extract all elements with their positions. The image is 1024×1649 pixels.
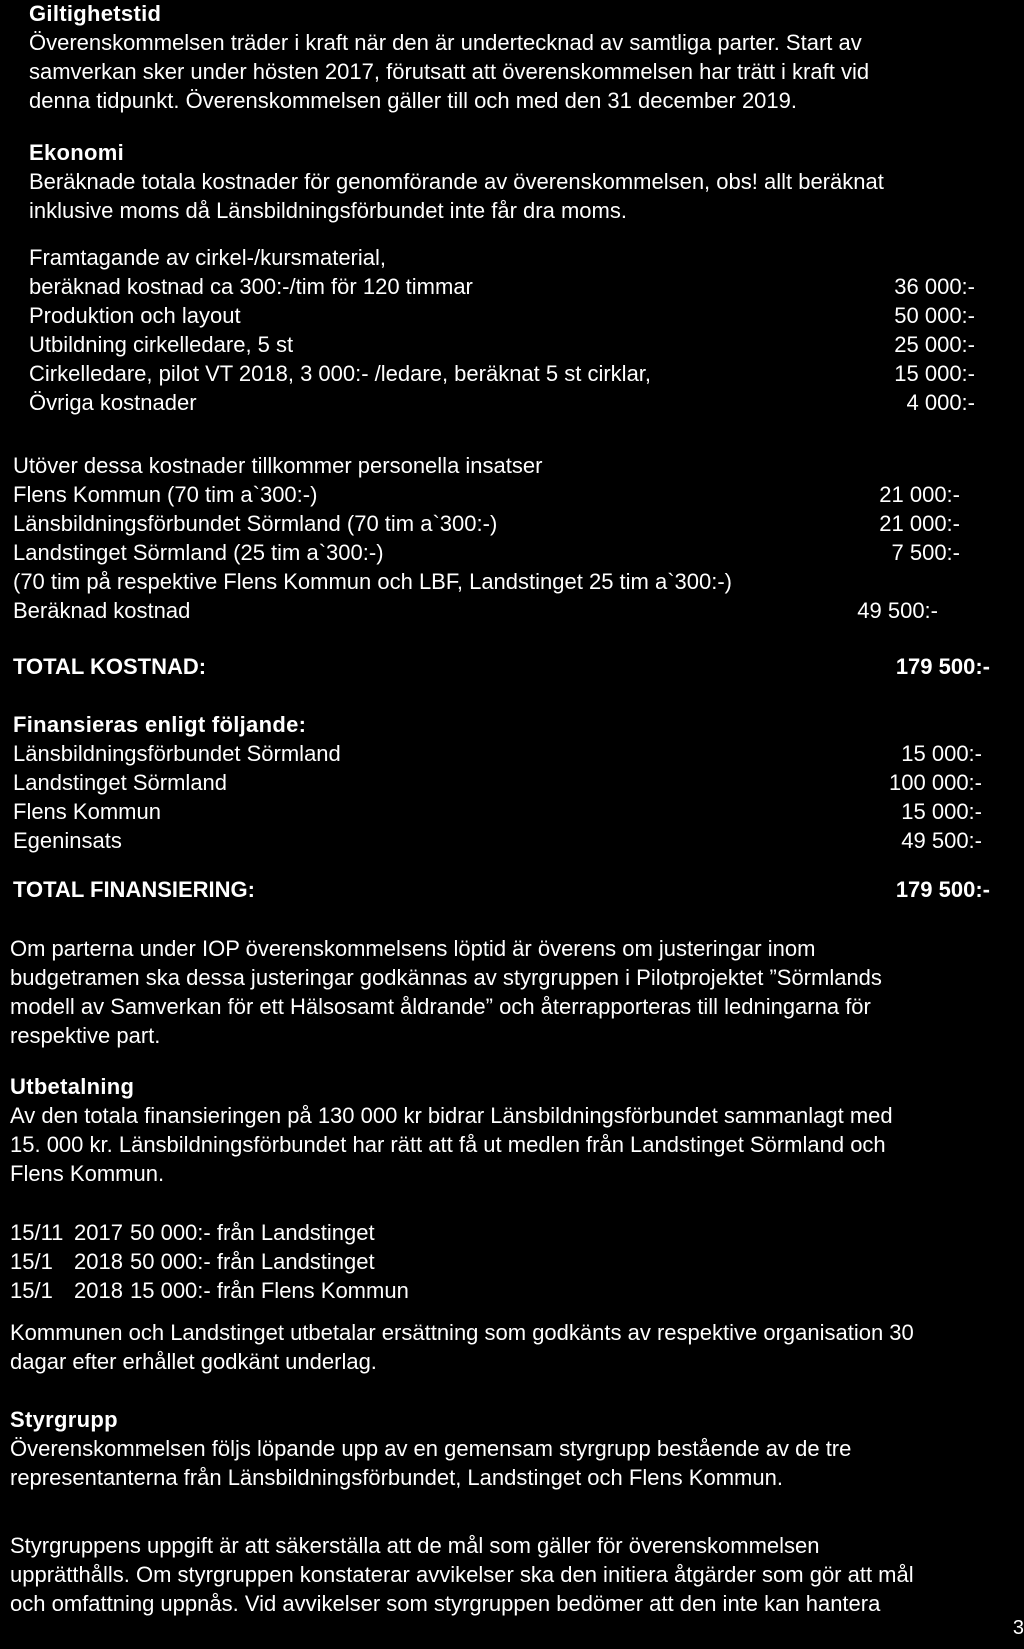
heading-utbetalning: Utbetalning xyxy=(10,1074,135,1099)
calc-label: Beräknad kostnad xyxy=(13,598,191,623)
cost-row xyxy=(29,301,1004,330)
cost-label: Utbildning cirkelledare, 5 st xyxy=(29,332,294,357)
personnel-amount: 21 000:- xyxy=(879,482,960,507)
heading-giltighetstid: Giltighetstid xyxy=(29,1,162,26)
compensation-paragraph xyxy=(10,1318,1020,1376)
personnel-row xyxy=(13,480,989,509)
personnel-row xyxy=(13,509,989,538)
payment-date: 15/1 xyxy=(10,1249,53,1274)
section-styrgrupp xyxy=(10,1405,1020,1492)
paragraph-line: samverkan sker under hösten 2017, förutsatt att överenskommelsen har trätt i kraft vid xyxy=(29,59,870,84)
cost-label: Produktion och layout xyxy=(29,303,241,328)
paragraph-line: modell av Samverkan för ett Hälsosamt åldrande” och återrapporteras till ledningarna för xyxy=(10,994,871,1019)
payment-date: 15/11 xyxy=(10,1220,64,1245)
heading-styrgrupp: Styrgrupp xyxy=(10,1407,118,1432)
total-financing xyxy=(13,875,990,904)
cost-row xyxy=(29,330,1004,359)
cost-row xyxy=(29,272,1004,301)
paragraph-line: Överenskommelsen följs löpande upp av en gemensam styrgrupp bestående av de tre xyxy=(10,1436,852,1461)
total-financing-amount: 179 500:- xyxy=(895,877,990,902)
payment-row xyxy=(10,1218,1020,1247)
financing-label: Länsbildningsförbundet Sörmland xyxy=(13,741,341,766)
cost-amount: 36 000:- xyxy=(894,274,975,299)
paragraph-line: Överenskommelsen träder i kraft när den är undertecknad av samtliga parter. Start av xyxy=(29,30,862,55)
paragraph-line: inklusive moms då Länsbildningsförbundet inte får dra moms. xyxy=(29,198,627,223)
paragraph-line: budgetramen ska dessa justeringar godkännas av styrgruppen i Pilotprojektet ”Sörmlands xyxy=(10,965,882,990)
paragraph-line: Styrgruppens uppgift är att säkerställa att de mål som gäller för överenskommelsen xyxy=(10,1533,820,1558)
page-number: 3 xyxy=(1012,1617,1024,1639)
total-cost-label: TOTAL KOSTNAD: xyxy=(13,654,207,679)
cost-amount: 25 000:- xyxy=(894,332,975,357)
paragraph-line: Om parterna under IOP överenskommelsens löptid är överens om justeringar inom xyxy=(10,936,816,961)
financing-amount: 100 000:- xyxy=(889,770,982,795)
personnel-label: Flens Kommun (70 tim a`300:-) xyxy=(13,482,318,507)
total-cost xyxy=(13,652,990,681)
financing-row xyxy=(13,739,987,768)
heading-ekonomi: Ekonomi xyxy=(29,140,124,165)
personnel-label: Landstinget Sörmland (25 tim a`300:-) xyxy=(13,540,384,565)
section-ekonomi xyxy=(29,138,989,225)
paragraph-line: Flens Kommun. xyxy=(10,1161,165,1186)
financing-amount: 15 000:- xyxy=(901,741,982,766)
personnel-label: Länsbildningsförbundet Sörmland (70 tim a`300:-) xyxy=(13,511,498,536)
payment-text: 50 000:- från Landstinget xyxy=(130,1249,375,1274)
paragraph-line: respektive part. xyxy=(10,1023,161,1048)
paragraph-line: representanterna från Länsbildningsförbundet, Landstinget och Flens Kommun. xyxy=(10,1465,783,1490)
payment-year: 2017 xyxy=(74,1220,123,1245)
cost-label: Cirkelledare, pilot VT 2018, 3 000:- /ledare, beräknat 5 st cirklar, xyxy=(29,361,652,386)
paragraph-line: dagar efter erhållet godkänt underlag. xyxy=(10,1349,377,1374)
personnel-row xyxy=(13,538,989,567)
payment-schedule xyxy=(10,1218,1020,1305)
paragraph-line: och omfattning uppnås. Vid avvikelser som styrgruppen bedömer att den inte kan hantera xyxy=(10,1591,881,1616)
paragraph-line: Av den totala finansieringen på 130 000 kr bidrar Länsbildningsförbundet sammanlagt med xyxy=(10,1103,893,1128)
payment-text: 50 000:- från Landstinget xyxy=(130,1220,375,1245)
cost-table xyxy=(29,243,1004,417)
payment-year: 2018 xyxy=(74,1278,123,1303)
cost-row xyxy=(29,388,1004,417)
cost-intro: Framtagande av cirkel-/kursmaterial, xyxy=(29,245,387,270)
total-financing-label: TOTAL FINANSIERING: xyxy=(13,877,255,902)
personnel-intro: Utöver dessa kostnader tillkommer personella insatser xyxy=(13,453,543,478)
personnel-amount: 7 500:- xyxy=(891,540,960,565)
section-giltighetstid xyxy=(29,0,989,115)
budget-paragraph xyxy=(10,934,1020,1050)
calc-amount: 49 500:- xyxy=(857,598,938,623)
cost-amount: 4 000:- xyxy=(906,390,975,415)
cost-label: Övriga kostnader xyxy=(29,390,197,415)
payment-row xyxy=(10,1247,1020,1276)
financing-amount: 15 000:- xyxy=(901,799,982,824)
section-utbetalning xyxy=(10,1072,1020,1188)
financing-label: Flens Kommun xyxy=(13,799,161,824)
cost-amount: 50 000:- xyxy=(894,303,975,328)
paragraph-line: denna tidpunkt. Överenskommelsen gäller till och med den 31 december 2019. xyxy=(29,88,798,113)
total-cost-amount: 179 500:- xyxy=(895,654,990,679)
styrgrupp-task-paragraph xyxy=(10,1531,1020,1618)
personnel-table xyxy=(13,451,989,625)
financing-section xyxy=(13,710,987,855)
financing-amount: 49 500:- xyxy=(901,828,982,853)
payment-row xyxy=(10,1276,1020,1305)
financing-label: Landstinget Sörmland xyxy=(13,770,228,795)
cost-row xyxy=(29,359,1004,388)
cost-label: beräknad kostnad ca 300:-/tim för 120 timmar xyxy=(29,274,473,299)
paragraph-line: Beräknade totala kostnader för genomförande av överenskommelsen, obs! allt beräknat xyxy=(29,169,884,194)
financing-row xyxy=(13,768,987,797)
payment-year: 2018 xyxy=(74,1249,123,1274)
heading-financing: Finansieras enligt följande: xyxy=(13,712,307,737)
paragraph-line: Kommunen och Landstinget utbetalar ersättning som godkänts av respektive organisation 30 xyxy=(10,1320,914,1345)
personnel-calc-row xyxy=(13,596,989,625)
financing-label: Egeninsats xyxy=(13,828,122,853)
financing-row xyxy=(13,826,987,855)
payment-text: 15 000:- från Flens Kommun xyxy=(130,1278,409,1303)
paragraph-line: upprätthålls. Om styrgruppen konstaterar avvikelser ska den initiera åtgärder som gör att mål xyxy=(10,1562,914,1587)
personnel-amount: 21 000:- xyxy=(879,511,960,536)
financing-row xyxy=(13,797,987,826)
cost-amount: 15 000:- xyxy=(894,361,975,386)
paragraph-line: 15. 000 kr. Länsbildningsförbundet har rätt att få ut medlen från Landstinget Sörmland och xyxy=(10,1132,886,1157)
payment-date: 15/1 xyxy=(10,1278,53,1303)
personnel-note: (70 tim på respektive Flens Kommun och LBF, Landstinget 25 tim a`300:-) xyxy=(13,569,733,594)
